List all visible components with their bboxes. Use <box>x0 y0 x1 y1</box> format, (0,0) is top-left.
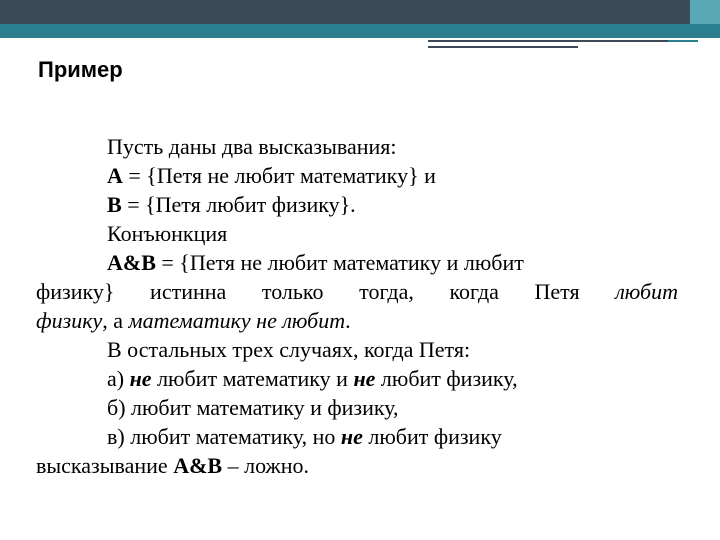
body-line <box>36 451 678 480</box>
body-line <box>36 422 678 451</box>
slide-title: Пример <box>38 57 123 82</box>
text: . <box>345 308 351 333</box>
header-band <box>0 0 720 24</box>
text: – ложно. <box>222 453 309 478</box>
text: = {Петя любит физику}. <box>121 192 356 217</box>
body-line <box>36 393 678 422</box>
conjunction-label: A&B <box>173 453 223 478</box>
body-line <box>36 248 678 277</box>
statement-b-label: B <box>107 192 122 217</box>
text: Конъюнкция <box>107 221 228 246</box>
body-line <box>36 364 678 393</box>
text: любит математику и <box>151 366 354 391</box>
text: а) <box>107 366 130 391</box>
header-accent-corner <box>690 0 720 24</box>
decorative-rule <box>668 40 698 42</box>
text: = {Петя не любит математику и любит <box>155 250 524 275</box>
slide-body <box>36 132 678 480</box>
body-line <box>36 190 678 219</box>
emphasis-ne: не <box>129 366 152 391</box>
body-line <box>36 277 678 306</box>
text: высказывание <box>36 453 174 478</box>
text: = {Петя не любит математику} и <box>122 163 436 188</box>
text: любит физику <box>362 424 502 449</box>
body-line <box>36 335 678 364</box>
text: физику} истинна только тогда, когда Петя <box>36 279 616 304</box>
emphasis: любит <box>615 279 678 304</box>
emphasis-ne: не <box>340 424 363 449</box>
text: в) любит математику, но <box>107 424 341 449</box>
emphasis-ne: не <box>353 366 376 391</box>
statement-a-label: A <box>107 163 123 188</box>
text: б) любит математику и физику, <box>107 395 399 420</box>
decorative-rule <box>428 40 668 42</box>
header-accent-stripe <box>0 24 720 38</box>
conjunction-label: A&B <box>107 250 156 275</box>
body-line <box>36 161 678 190</box>
body-line <box>36 219 678 248</box>
text: любит физику, <box>375 366 518 391</box>
body-line <box>36 306 678 335</box>
decorative-rule <box>428 46 578 48</box>
emphasis: физику <box>36 308 103 333</box>
text: , а <box>102 308 129 333</box>
emphasis: математику не любит <box>128 308 346 333</box>
text: В остальных трех случаях, когда Петя: <box>107 337 471 362</box>
text: Пусть даны два высказывания: <box>107 134 397 159</box>
body-line <box>36 132 678 161</box>
